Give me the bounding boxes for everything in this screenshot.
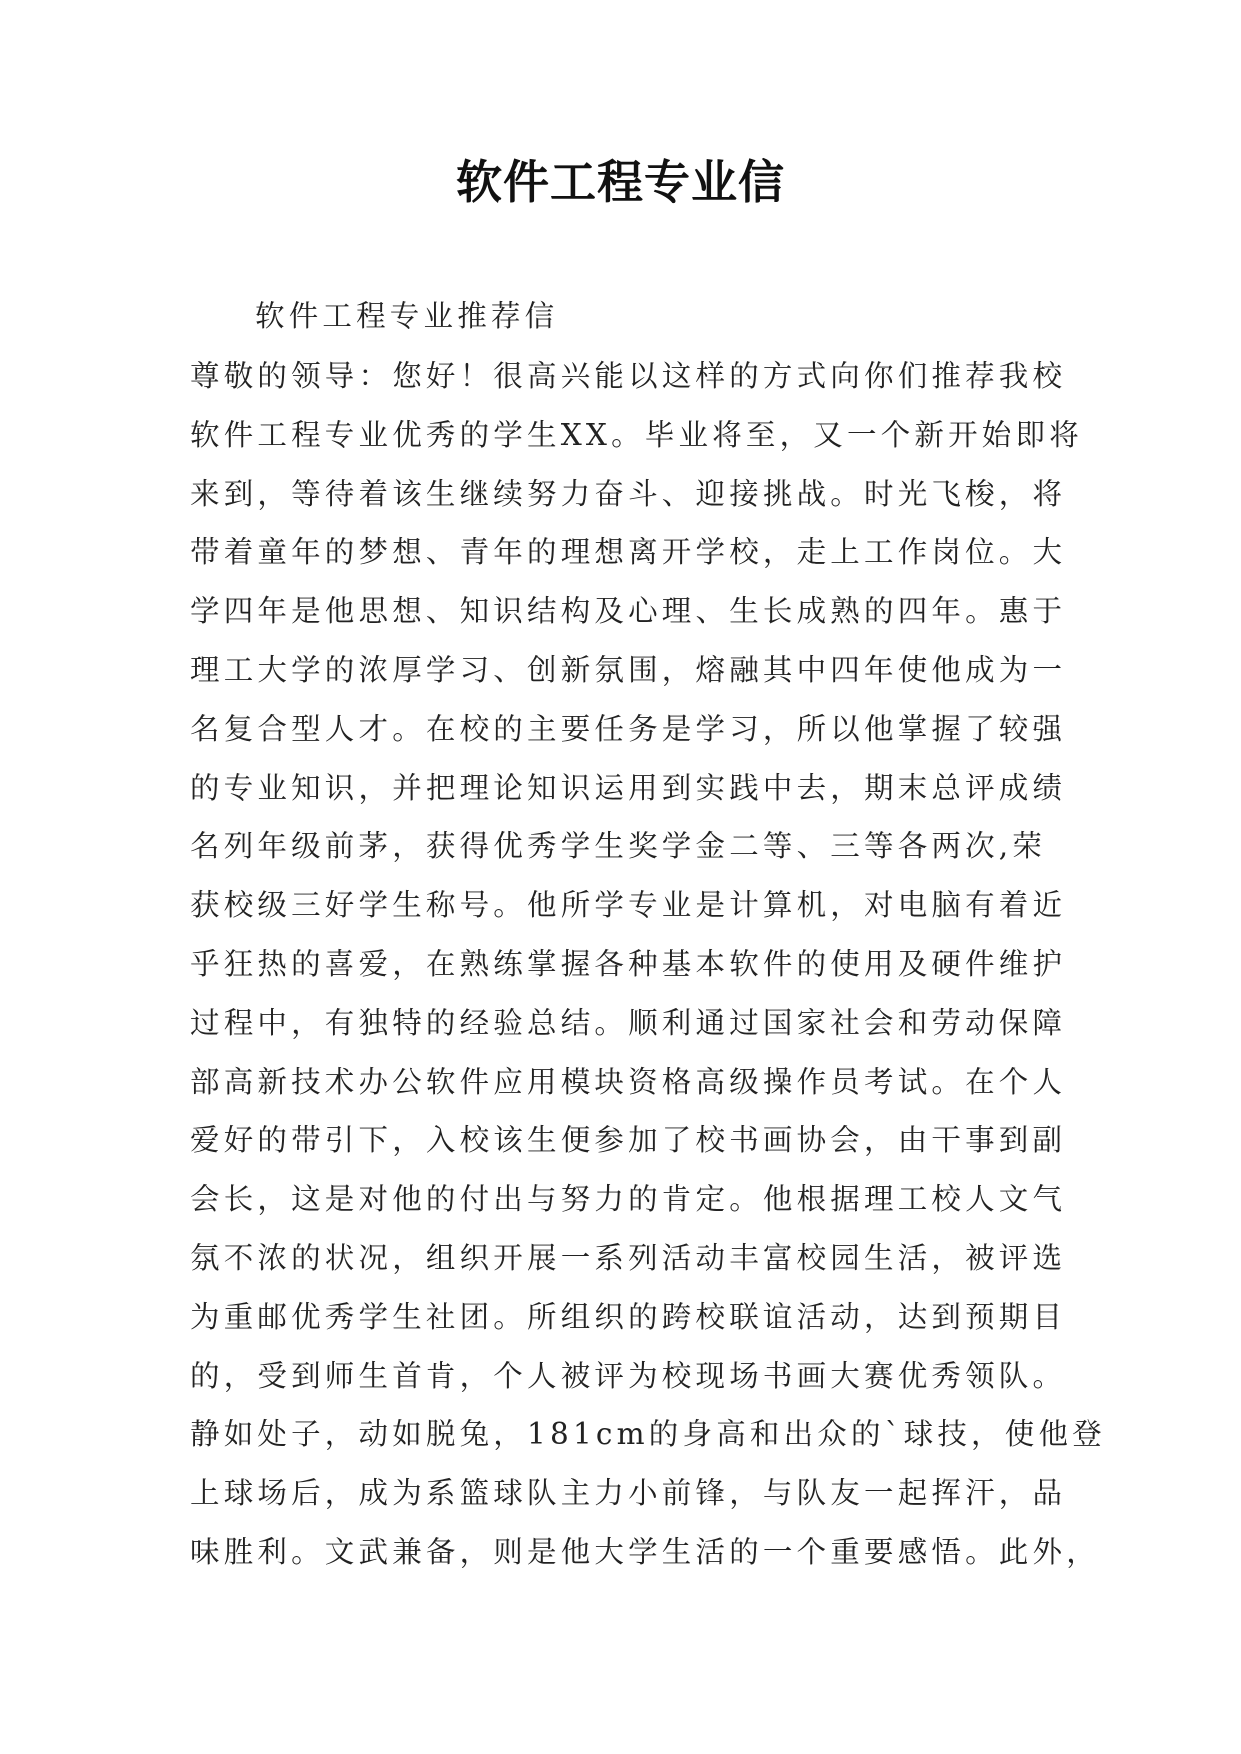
body-line: 学四年是他思想、知识结构及心理、生长成熟的四年。惠于 <box>190 594 1067 629</box>
body-line: 爱好的带引下，入校该生便参加了校书画协会，由干事到副 <box>190 1123 1067 1158</box>
body-line: 名复合型人才。在校的主要任务是学习，所以他掌握了较强 <box>190 711 1067 746</box>
body-line: 静如处子，动如脱兔，181cm的身高和出众的`球技，使他登 <box>190 1417 1106 1452</box>
body-line: 味胜利。文武兼备，则是他大学生活的一个重要感悟。此外， <box>190 1534 1100 1569</box>
body-line: 为重邮优秀学生社团。所组织的跨校联谊活动，达到预期目 <box>190 1299 1067 1334</box>
body-line: 氛不浓的状况，组织开展一系列活动丰富校园生活，被评选 <box>190 1240 1067 1275</box>
body-line: 的专业知识，并把理论知识运用到实践中去，期末总评成绩 <box>190 770 1067 805</box>
letter-body <box>190 356 1106 1591</box>
document-title: 软件工程专业信 <box>456 155 785 209</box>
body-line: 获校级三好学生称号。他所学专业是计算机，对电脑有着近 <box>190 888 1067 923</box>
body-line: 带着童年的梦想、青年的理想离开学校，走上工作岗位。大 <box>190 535 1067 570</box>
body-line: 过程中，有独特的经验总结。顺利通过国家社会和劳动保障 <box>190 1005 1067 1040</box>
body-line: 来到，等待着该生继续努力奋斗、迎接挑战。时光飞梭，将 <box>190 476 1067 511</box>
body-line: 理工大学的浓厚学习、创新氛围，熔融其中四年使他成为一 <box>190 652 1067 687</box>
body-line: 的，受到师生首肯，个人被评为校现场书画大赛优秀领队。 <box>190 1358 1067 1393</box>
body-line: 部高新技术办公软件应用模块资格高级操作员考试。在个人 <box>190 1064 1067 1099</box>
body-line: 尊敬的领导：您好！很高兴能以这样的方式向你们推荐我校 <box>190 359 1067 393</box>
body-line: 上球场后，成为系篮球队主力小前锋，与队友一起挥汗，品 <box>190 1476 1067 1511</box>
body-line: 会长，这是对他的付出与努力的肯定。他根据理工校人文气 <box>190 1182 1067 1217</box>
body-line: 名列年级前茅，获得优秀学生奖学金二等、三等各两次,荣 <box>190 829 1047 864</box>
body-line: 软件工程专业优秀的学生XX。毕业将至，又一个新开始即将 <box>190 417 1083 452</box>
body-line: 乎狂热的喜爱，在熟练掌握各种基本软件的使用及硬件维护 <box>190 946 1067 981</box>
letter-heading: 软件工程专业推荐信 <box>255 299 559 333</box>
